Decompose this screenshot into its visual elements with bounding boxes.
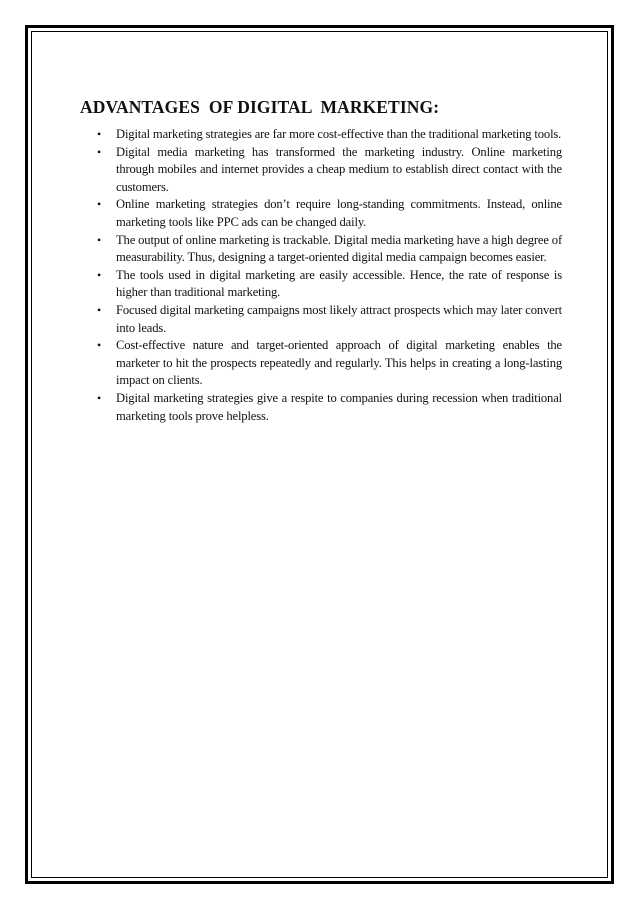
list-item bbox=[80, 390, 562, 425]
bullet-icon: • bbox=[97, 267, 102, 282]
list-item bbox=[80, 267, 562, 302]
list-item bbox=[80, 232, 562, 267]
list-item bbox=[80, 126, 562, 144]
bullet-icon: • bbox=[97, 338, 102, 353]
advantages-list bbox=[80, 126, 562, 425]
list-item-text: The tools used in digital marketing are easily accessible. Hence, the rate of response is higher than traditional marketing. bbox=[116, 267, 562, 300]
list-item-text: Digital media marketing has transformed the marketing industry. Online marketing through mobiles and internet provides a cheap medium to establish direct contact with the customers. bbox=[116, 144, 562, 194]
list-item-text: Digital marketing strategies are far more cost-effective than the traditional marketing tools. bbox=[116, 127, 562, 141]
bullet-icon: • bbox=[97, 390, 102, 405]
bullet-icon: • bbox=[97, 144, 102, 159]
list-item-text: Focused digital marketing campaigns most likely attract prospects which may later convert into leads. bbox=[116, 302, 562, 335]
document-body bbox=[80, 96, 562, 425]
list-item bbox=[80, 302, 562, 337]
section-heading: ADVANTAGES OF DIGITAL MARKETING: bbox=[80, 97, 440, 117]
bullet-icon: • bbox=[97, 232, 102, 247]
list-item bbox=[80, 144, 562, 197]
list-item-text: Online marketing strategies don’t require long-standing commitments. Instead, online marketing tools like PPC ads can be changed daily. bbox=[116, 197, 562, 229]
list-item-text: Cost-effective nature and target-oriented approach of digital marketing enables the marketer to hit the prospects repeatedly and regularly. This helps in creating a long-lasting impact on clients. bbox=[116, 338, 562, 388]
list-item-text: The output of online marketing is trackable. Digital media marketing have a high degree of measurability. Thus, designing a target-oriented digital media campaign becomes easier. bbox=[116, 232, 562, 265]
bullet-icon: • bbox=[97, 197, 102, 212]
list-item bbox=[80, 196, 562, 231]
list-item bbox=[80, 337, 562, 390]
bullet-icon: • bbox=[97, 302, 102, 317]
list-item-text: Digital marketing strategies give a respite to companies during recession when traditional marketing tools prove helpless. bbox=[116, 390, 562, 423]
bullet-icon: • bbox=[97, 127, 102, 141]
